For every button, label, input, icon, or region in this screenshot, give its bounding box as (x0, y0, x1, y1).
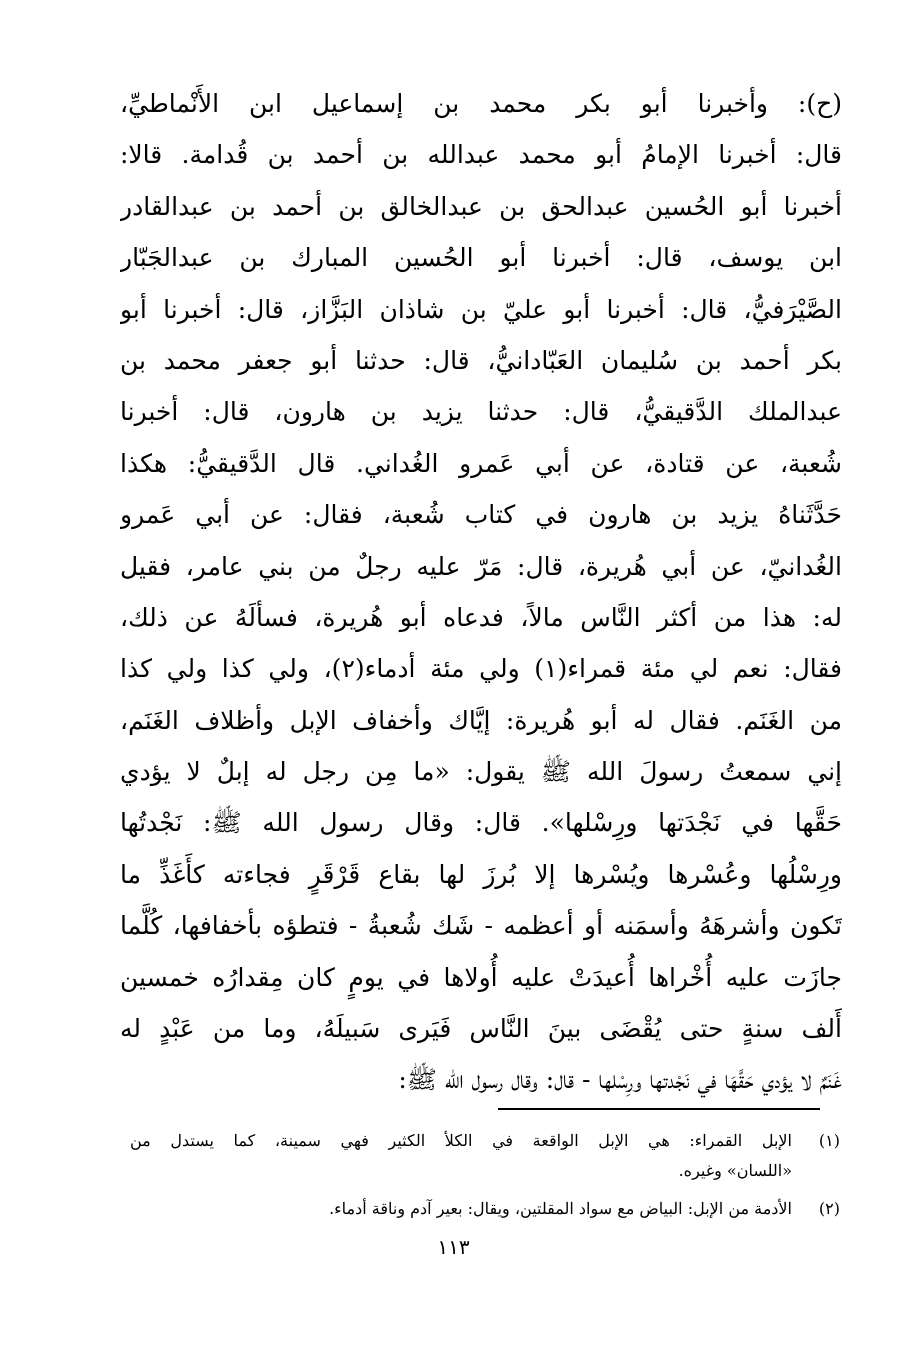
main-text (120, 78, 842, 1106)
footnote-number: (١) (818, 1131, 840, 1150)
text-line: حَقَّها في نَجْدَتها ورِسْلها». قال: وقال رسول الله ﷺ: نَجْدتُها (120, 808, 842, 838)
footnote-separator (498, 1108, 820, 1110)
text-line: فقال: نعم لي مئة قمراء(١) ولي مئة أدماء(٢)، ولي كذا ولي كذا (120, 654, 842, 684)
footnote-text: الإبل القمراء: هي الإبل الواقعة في الكلأ الكثير فهي سمينة، كما يستدل من (130, 1131, 792, 1150)
page-number: ١١٣ (437, 1235, 470, 1259)
text-line: تَكون وأشرهَهُ وأسمَنه أو أعظمه - شَك شُعبةُ - فتطؤه بأخفافها، كُلَّما (120, 911, 842, 941)
footnote-1 (130, 1126, 840, 1186)
text-line: من الغَنَم. فقال له أبو هُريرة: إيَّاك وأخفاف الإبل وأظلاف الغَنَم، (120, 705, 842, 735)
text-line: إني سمعتُ رسولَ الله ﷺ يقول: «ما مِن رجل له إبلٌ لا يؤدي (120, 757, 842, 787)
text-line: غَنَمٌ لا يؤدي حَقَّهَا في نَجْدتها ورِسْلها - قال: وقال رسول الله ﷺ: (398, 1065, 842, 1095)
text-line: الصَّيْرَفيُّ، قال: أخبرنا أبو عليّ بن شاذان البَزَّاز، قال: أخبرنا أبو (120, 294, 842, 324)
text-line: أخبرنا أبو الحُسين عبدالحق بن عبدالخالق بن أحمد بن عبدالقادر (120, 191, 842, 221)
text-line: بكر أحمد بن سُليمان العَبّادانيُّ، قال: حدثنا أبو جعفر محمد بن (120, 345, 842, 375)
footnote-number: (٢) (818, 1199, 840, 1218)
text-line: له: هذا من أكثر النَّاس مالاً، فدعاه أبو هُريرة، فسألَهُ عن ذلك، (120, 602, 842, 632)
text-line: حَدَّثَناهُ يزيد بن هارون في كتاب شُعبة، فقال: عن أبي عَمرو (120, 500, 842, 530)
text-line: (ح): وأخبرنا أبو بكر محمد بن إسماعيل ابن الأَنْماطيِّ، (120, 89, 842, 118)
footnotes (130, 1126, 840, 1224)
footnote-2 (130, 1194, 840, 1224)
text-line: أَلف سنةٍ حتى يُقْضَى بينَ النَّاس فَيَرى سَبيلَهُ، وما من عَبْدٍ له (120, 1014, 842, 1044)
text-line: ابن يوسف، قال: أخبرنا أبو الحُسين المبارك بن عبدالجَبّار (120, 243, 842, 273)
text-line: قال: أخبرنا الإمامُ أبو محمد عبدالله بن أحمد بن قُدامة. قالا: (120, 140, 842, 170)
footnote-text: «اللسان» وغيره. (678, 1161, 792, 1180)
text-line: جازَت عليه أُخْراها أُعيدَتْ عليه أُولاها في يومٍ كان مِقدارُه خمسين (120, 962, 842, 992)
text-line: شُعبة، عن قتادة، عن أبي عَمرو الغُداني. قال الدَّقيقيُّ: هكذا (120, 448, 842, 478)
text-line: عبدالملك الدَّقيقيُّ، قال: حدثنا يزيد بن هارون، قال: أخبرنا (120, 397, 842, 427)
text-line: الغُدانيّ، عن أبي هُريرة، قال: مَرّ عليه رجلٌ من بني عامر، فقيل (120, 551, 842, 581)
footnote-text: الأدمة من الإبل: البياض مع سواد المقلتين، ويقال: بعير آدم وناقة أدماء. (329, 1199, 792, 1218)
text-line: ورِسْلُها وعُسْرها ويُسْرها إلا بُرزَ لها بقاع قَرْقَرٍ فجاءته كأَغَذِّ ما (120, 859, 842, 889)
